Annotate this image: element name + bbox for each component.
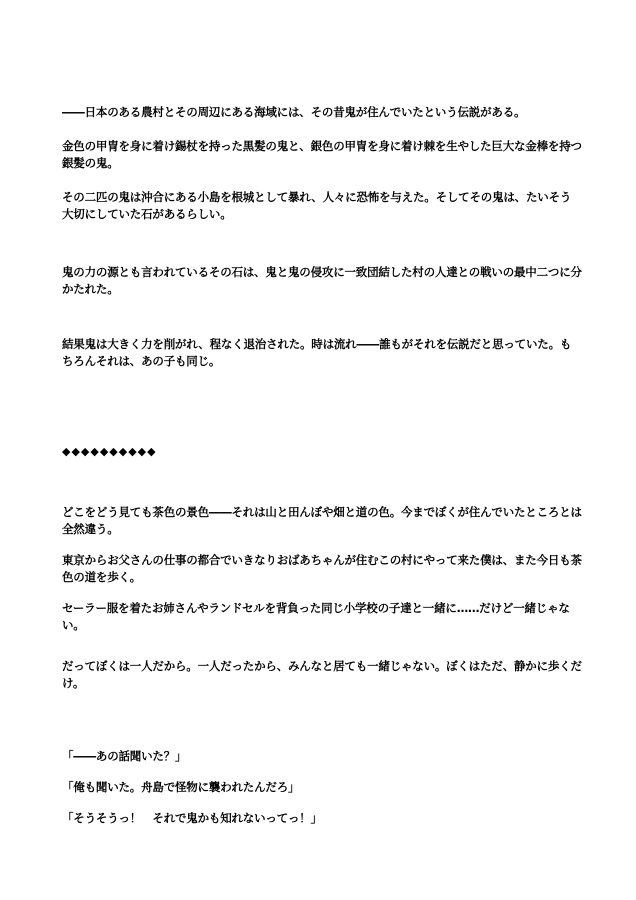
paragraph-result: 結果鬼は大きく力を削がれ、程なく退治された。時は流れ――誰もがそれを伝説だと思っていた。もちろんそれは、あの子も同じ。 — [62, 337, 572, 368]
paragraph-alone: だってぼくは一人だから。一人だったから、みんなと居ても一緒じゃない。ぼくはただ、静かに歩くだけ。 — [62, 659, 582, 690]
paragraph-together: セーラー服を着たお姉さんやランドセルを背負った同じ小学校の子達と一緒に……だけど一緒じゃない。 — [62, 601, 570, 632]
paragraph-island: その二匹の鬼は沖合にある小島を根城として暴れ、人々に恐怖を与えた。そしてその鬼は、たいそう大切にしていた石があるらしい。 — [62, 190, 572, 221]
paragraph-stone: 鬼の力の源とも言われているその石は、鬼と鬼の侵攻に一致団結した村の人達との戦いの最中二つに分かたれた。 — [62, 265, 582, 296]
dialogue-line-1: 「――あの話聞いた？」 — [62, 749, 187, 763]
paragraph-two-oni: 金色の甲冑を身に着け錫杖を持った黒髪の鬼と、銀色の甲冑を身に着け棘を生やした巨大な金棒を持つ銀髪の鬼。 — [62, 139, 582, 170]
paragraph-scenery: どこをどう見ても茶色の景色――それは山と田んぼや畑と道の色。今までぼくが住んでいたところとは全然違う。 — [62, 505, 582, 536]
dialogue-line-3: 「そうそうっ！ それで鬼かも知れないってっ！」 — [62, 811, 322, 825]
section-separator: ◆◆◆◆◆◆◆◆◆◆ — [62, 445, 157, 458]
paragraph-legend-intro: ――日本のある農村とその周辺にある海域には、その昔鬼が住んでいたという伝説がある。 — [62, 105, 526, 119]
paragraph-tokyo: 東京からお父さんの仕事の都合でいきなりおばあちゃんが住むこの村にやって来た僕は、また今日も茶色の道を歩く。 — [62, 553, 582, 584]
dialogue-line-2: 「俺も聞いた。舟島で怪物に襲われたんだろ」 — [62, 780, 300, 794]
